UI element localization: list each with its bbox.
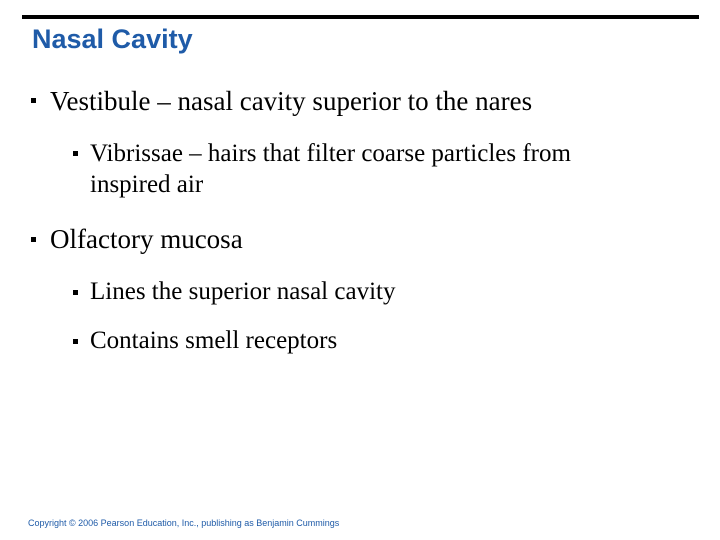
slide-title: Nasal Cavity bbox=[32, 24, 193, 54]
title-rule bbox=[22, 15, 699, 19]
copyright-footer: Copyright © 2006 Pearson Education, Inc., publishing as Benjamin Cummings bbox=[28, 518, 340, 528]
bullet-2-marker bbox=[31, 237, 36, 242]
bullet-1-sub-1-line-1: Vibrissae – hairs that filter coarse particles from bbox=[90, 140, 571, 167]
bullet-2-sub-2-text: Contains smell receptors bbox=[90, 327, 338, 354]
bullet-2-sub-1-text: Lines the superior nasal cavity bbox=[90, 278, 396, 305]
bullet-2-sub-2-marker bbox=[73, 339, 78, 344]
bullet-2-text: Olfactory mucosa bbox=[50, 224, 243, 254]
bullet-1-sub-1-marker bbox=[73, 151, 78, 156]
bullet-1-sub-1-line-2: inspired air bbox=[90, 171, 204, 198]
bullet-1-marker bbox=[31, 98, 36, 103]
bullet-1-text: Vestibule – nasal cavity superior to the nares bbox=[50, 86, 533, 116]
bullet-2-sub-1-marker bbox=[73, 290, 78, 295]
